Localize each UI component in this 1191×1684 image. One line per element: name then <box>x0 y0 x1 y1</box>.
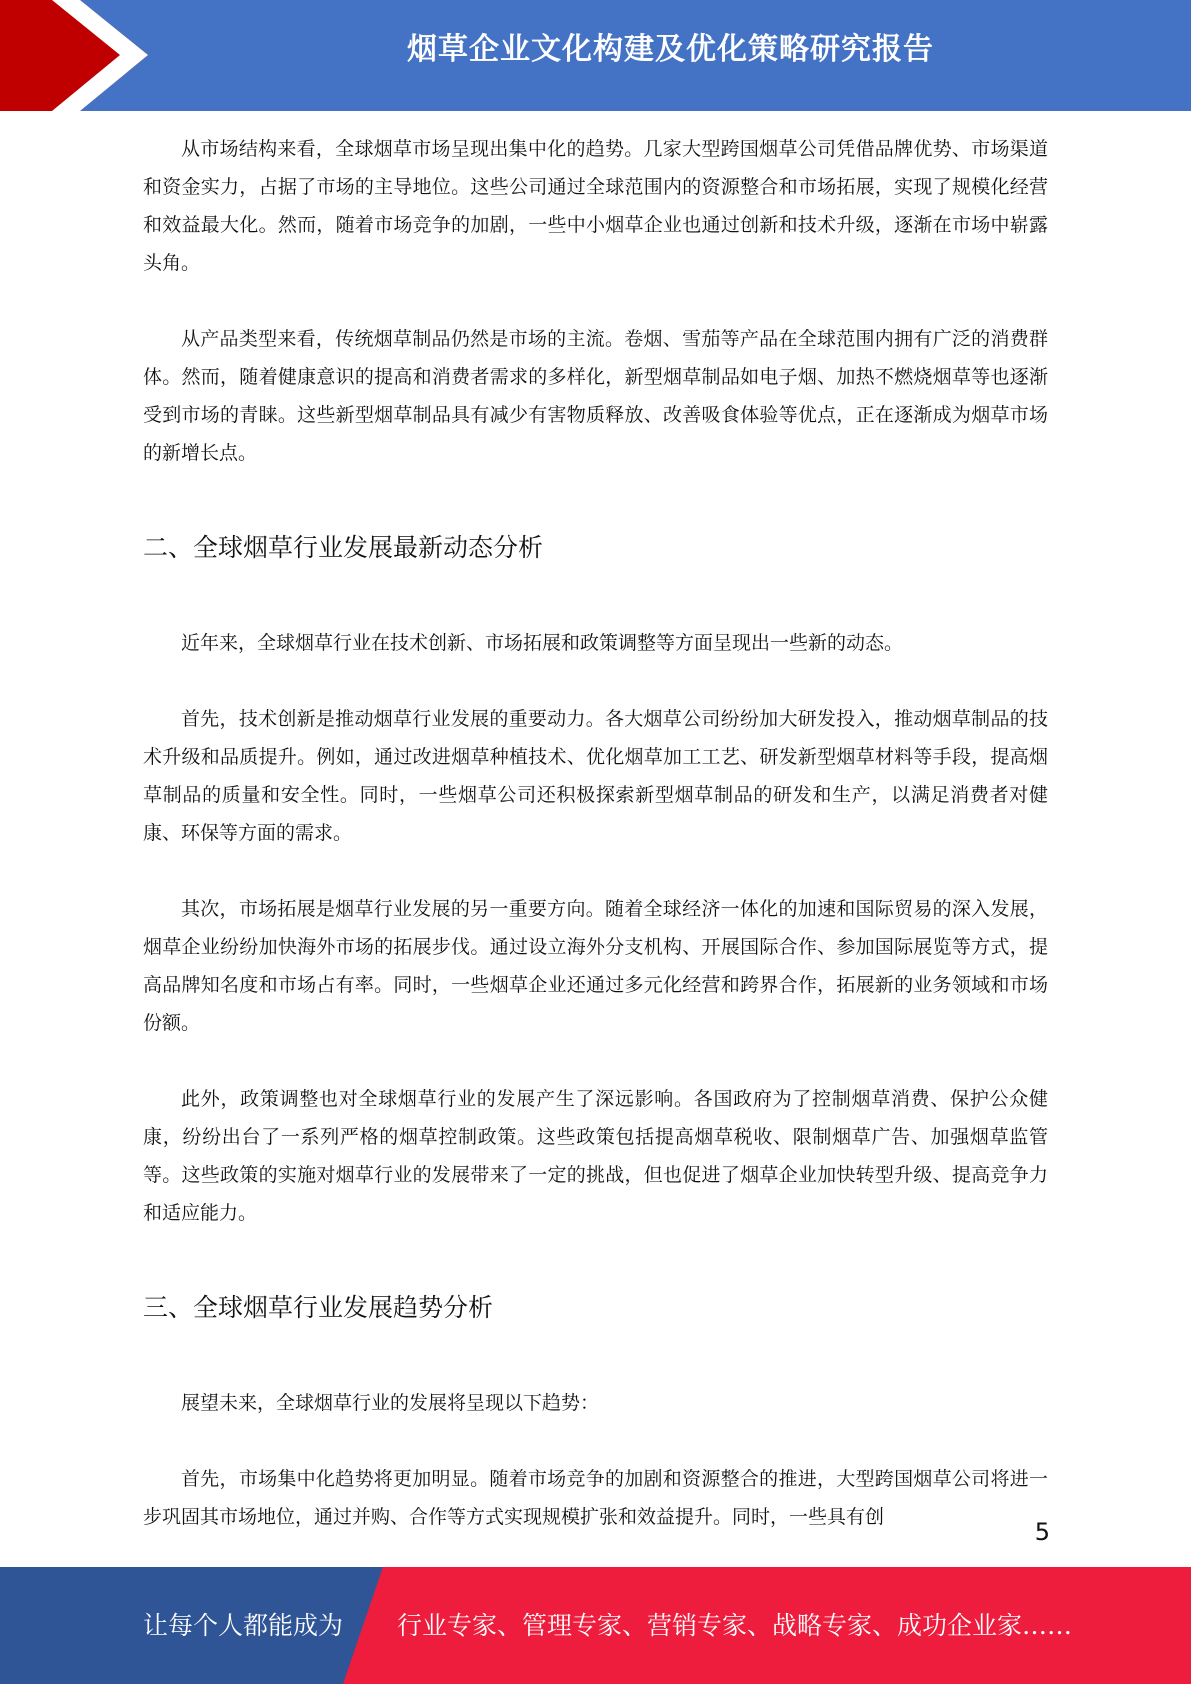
paragraph: 此外，政策调整也对全球烟草行业的发展产生了深远影响。各国政府为了控制烟草消费、保护公众健康，纷纷出台了一系列严格的烟草控制政策。这些政策包括提高烟草税收、限制烟草广告、加强烟草监管等。这些政策的实施对烟草行业的发展带来了一定的挑战，但也促进了烟草企业加快转型升级、提高竞争力和适应能力。 <box>143 1088 1048 1224</box>
page-footer <box>0 1567 1191 1684</box>
footer-slogan-right: 行业专家、管理专家、营销专家、战略专家、成功企业家…… <box>397 1611 1073 1640</box>
section-heading: 二、全球烟草行业发展最新动态分析 <box>143 533 544 562</box>
page-header <box>0 0 1191 111</box>
footer-slogan-left: 让每个人都能成为 <box>143 1611 344 1640</box>
paragraph: 近年来，全球烟草行业在技术创新、市场拓展和政策调整等方面呈现出一些新的动态。 <box>181 632 904 654</box>
paragraph: 首先，市场集中化趋势将更加明显。随着市场竞争的加剧和资源整合的推进，大型跨国烟草公司将进一步巩固其市场地位，通过并购、合作等方式实现规模扩张和效益提升。同时，一些具有创 <box>143 1468 1048 1528</box>
page-body <box>143 130 1048 1536</box>
paragraph: 从市场结构来看，全球烟草市场呈现出集中化的趋势。几家大型跨国烟草公司凭借品牌优势、市场渠道和资金实力，占据了市场的主导地位。这些公司通过全球范围内的资源整合和市场拓展，实现了规模化经营和效益最大化。然而，随着市场竞争的加剧，一些中小烟草企业也通过创新和技术升级，逐渐在市场中崭露头角。 <box>143 138 1048 274</box>
paragraph: 从产品类型来看，传统烟草制品仍然是市场的主流。卷烟、雪茄等产品在全球范围内拥有广泛的消费群体。然而，随着健康意识的提高和消费者需求的多样化，新型烟草制品如电子烟、加热不燃烧烟草等也逐渐受到市场的青睐。这些新型烟草制品具有减少有害物质释放、改善吸食体验等优点，正在逐渐成为烟草市场的新增长点。 <box>143 328 1048 464</box>
page-number: 5 <box>1034 1518 1050 1546</box>
paragraph: 展望未来，全球烟草行业的发展将呈现以下趋势： <box>181 1392 600 1414</box>
paragraph: 其次，市场拓展是烟草行业发展的另一重要方向。随着全球经济一体化的加速和国际贸易的深入发展，烟草企业纷纷加快海外市场的拓展步伐。通过设立海外分支机构、开展国际合作、参加国际展览等方式，提高品牌知名度和市场占有率。同时，一些烟草企业还通过多元化经营和跨界合作，拓展新的业务领域和市场份额。 <box>143 898 1048 1034</box>
paragraph: 首先，技术创新是推动烟草行业发展的重要动力。各大烟草公司纷纷加大研发投入，推动烟草制品的技术升级和品质提升。例如，通过改进烟草种植技术、优化烟草加工工艺、研发新型烟草材料等手段，提高烟草制品的质量和安全性。同时，一些烟草公司还积极探索新型烟草制品的研发和生产，以满足消费者对健康、环保等方面的需求。 <box>143 708 1048 844</box>
section-heading: 三、全球烟草行业发展趋势分析 <box>143 1293 494 1322</box>
document-title: 烟草企业文化构建及优化策略研究报告 <box>407 32 934 67</box>
